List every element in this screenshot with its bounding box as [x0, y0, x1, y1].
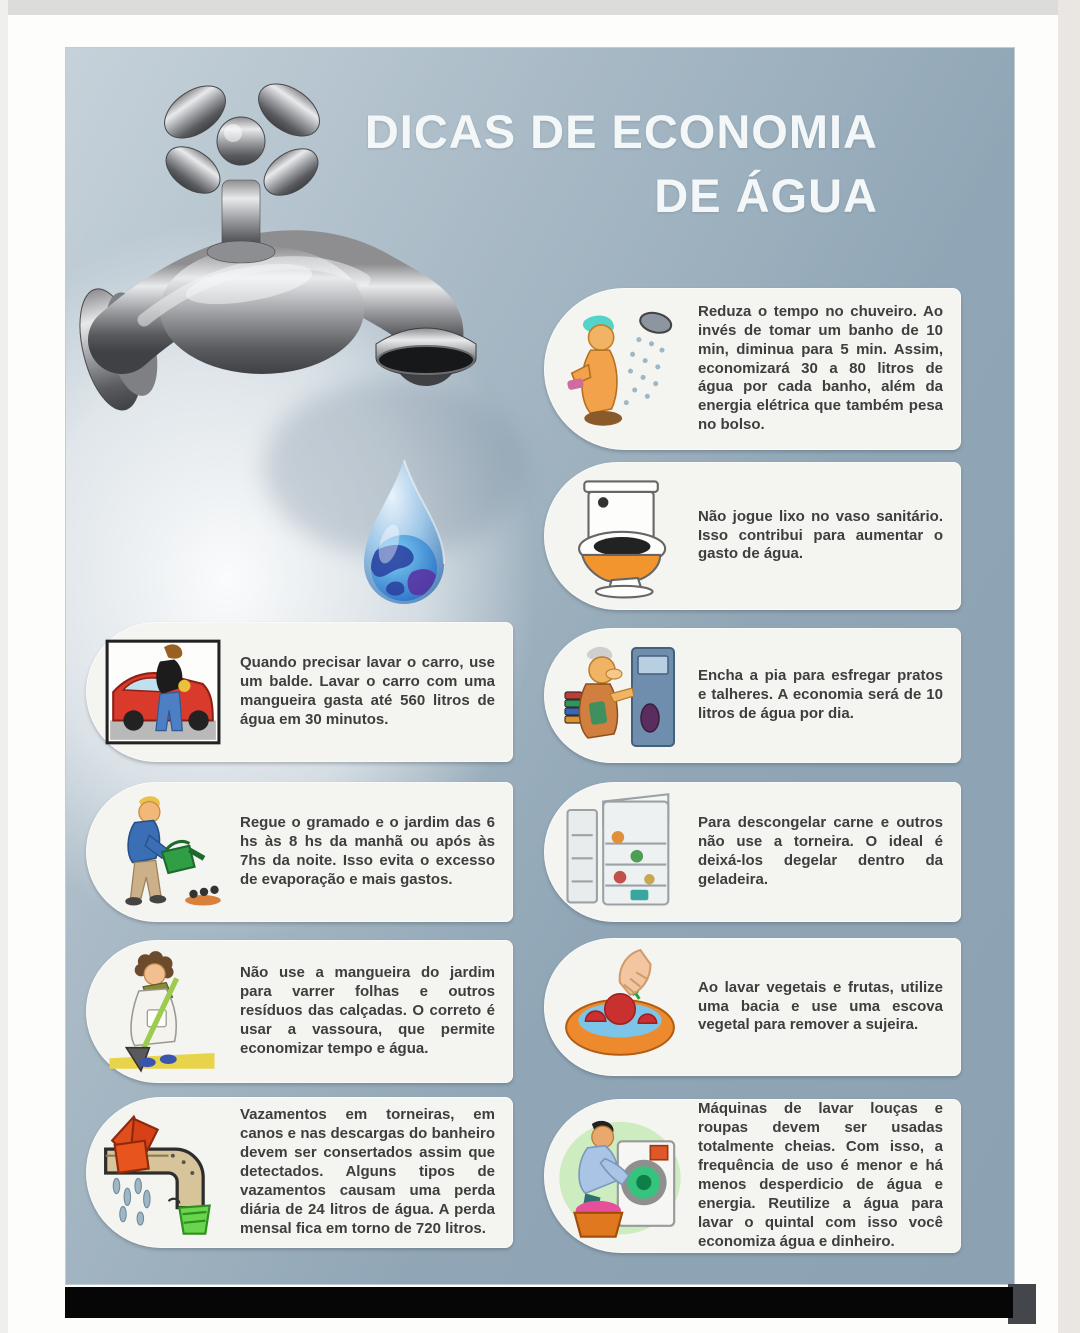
tip-card-broom	[86, 940, 513, 1083]
poster-title-line2: DE ÁGUA	[654, 169, 878, 222]
tip-text: Reduza o tempo no chuveiro. Ao invés de tomar um banho de 10 min, diminua para 5 min. Assim, economizará 30 a 80 litros de água por cada banho, além da energia elétrica que também pesa no bolso.	[698, 302, 943, 434]
tip-card-toilet	[544, 462, 961, 610]
garden-watering-icon	[86, 789, 238, 915]
faucet-earth-drop-icon	[64, 48, 556, 620]
water-saving-poster[interactable]	[65, 47, 1015, 1285]
tip-text: Não use a mangueira do jardim para varrer folhas e outros resíduos das calçadas. O correto é usar a vassoura, que permite economizar tempo e água.	[240, 964, 495, 1057]
refrigerator-icon	[544, 789, 696, 915]
tip-text: Vazamentos em torneiras, em canos e nas descargas do banheiro devem ser consertados assim que detectados. Alguns tipos de vazamentos causam uma perda diária de 24 litros de água. A perda mensal fica em torno de 720 litros.	[240, 1106, 495, 1237]
footer-black-bar	[65, 1287, 1013, 1318]
page-right-margin	[1058, 0, 1080, 1333]
tip-text: Regue o gramado e o jardim das 6 hs às 8 hs da manhã ou após às 7hs da noite. Isso evita o excesso de evaporação e mais gastos.	[240, 814, 495, 888]
tip-text: Encha a pia para esfregar pratos e talheres. A economia será de 10 litros de água por dia.	[698, 667, 943, 722]
tip-text: Para descongelar carne e outros não use a torneira. O ideal é deixá-los degelar dentro da geladeira.	[698, 814, 943, 888]
tip-text: Quando precisar lavar o carro, use um balde. Lavar o carro com uma mangueira gasta até 560 litros de água em 30 minutos.	[240, 654, 495, 728]
tip-card-refrigerator	[544, 782, 961, 922]
page-top-bar	[0, 0, 1080, 15]
tip-card-washing-machine	[544, 1099, 961, 1253]
tip-text: Ao lavar vegetais e frutas, utilize uma bacia e use uma escova vegetal para remover a sujeira.	[698, 978, 943, 1034]
leaking-pipe-icon	[86, 1108, 238, 1238]
tip-card-dishwashing	[544, 628, 961, 763]
page-left-margin	[0, 0, 8, 1333]
vegetable-basin-icon	[544, 946, 696, 1068]
tip-card-vegetables	[544, 938, 961, 1076]
tip-card-shower	[544, 288, 961, 450]
shower-icon	[544, 306, 696, 432]
tip-card-garden-watering	[86, 782, 513, 922]
washing-machine-icon	[544, 1111, 696, 1241]
tip-text: Não jogue lixo no vaso sanitário. Isso contribui para aumentar o gasto de água.	[698, 507, 943, 563]
tip-text: Máquinas de lavar louças e roupas devem ser usadas totalmente cheias. Com isso, a frequência de uso é menor e há menos desperdicio de água e energia. Reutilize a água para lavar o quintal com isso você economiza água e dinheiro.	[698, 1100, 943, 1250]
poster-title-line1: DICAS DE ECONOMIA	[364, 105, 878, 158]
dishwashing-icon	[544, 636, 696, 756]
tip-card-leaking-pipe	[86, 1097, 513, 1248]
tip-card-car-wash	[86, 622, 513, 762]
toilet-icon	[544, 473, 696, 599]
car-wash-icon	[86, 631, 238, 753]
broom-icon	[86, 949, 238, 1075]
